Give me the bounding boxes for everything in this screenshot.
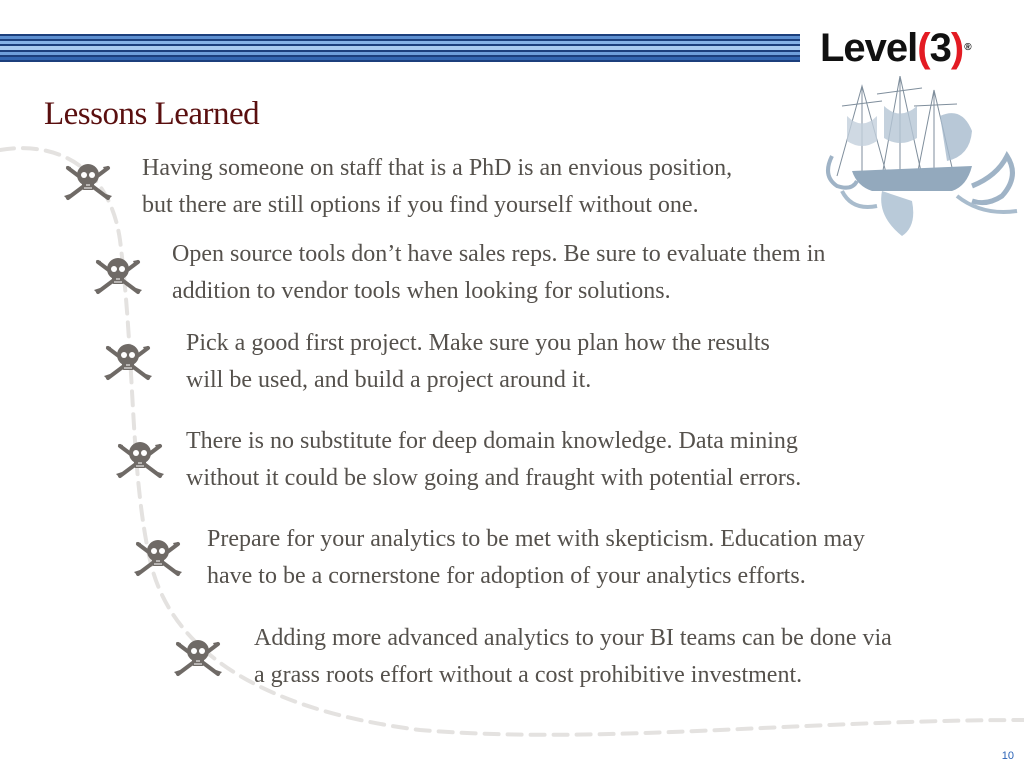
level3-logo: Level(3)® [820, 26, 971, 70]
skull-crossed-swords-icon [132, 534, 184, 580]
skull-crossed-swords-icon [102, 338, 154, 384]
bullet-text-3: Pick a good first project. Make sure you plan how the results will be used, and build a project around it. [186, 330, 770, 393]
pirate-ship-kraken-icon [822, 76, 1022, 242]
bullet-text-6: Adding more advanced analytics to your BI teams can be done via a grass roots effort without a cost prohibitive investment. [254, 625, 892, 688]
bullet-text-1: Having someone on staff that is a PhD is an envious position, but there are still options if you find yourself without one. [142, 155, 733, 218]
bullet-text-4: There is no substitute for deep domain knowledge. Data mining without it could be slow going and fraught with potential errors. [186, 428, 802, 491]
page-number: 10 [1001, 750, 1014, 762]
bullet-text-2: Open source tools don’t have sales reps. Be sure to evaluate them in addition to vendor tools when looking for solutions. [172, 241, 826, 304]
skull-crossed-swords-icon [172, 634, 224, 680]
skull-crossed-swords-icon [92, 252, 144, 298]
slide-title: Lessons Learned [44, 96, 260, 132]
skull-crossed-swords-icon [62, 158, 114, 204]
skull-crossed-swords-icon [114, 436, 166, 482]
header-stripes [0, 34, 800, 62]
bullet-text-5: Prepare for your analytics to be met with skepticism. Education may have to be a cornerstone for adoption of your analytics efforts. [207, 526, 865, 589]
